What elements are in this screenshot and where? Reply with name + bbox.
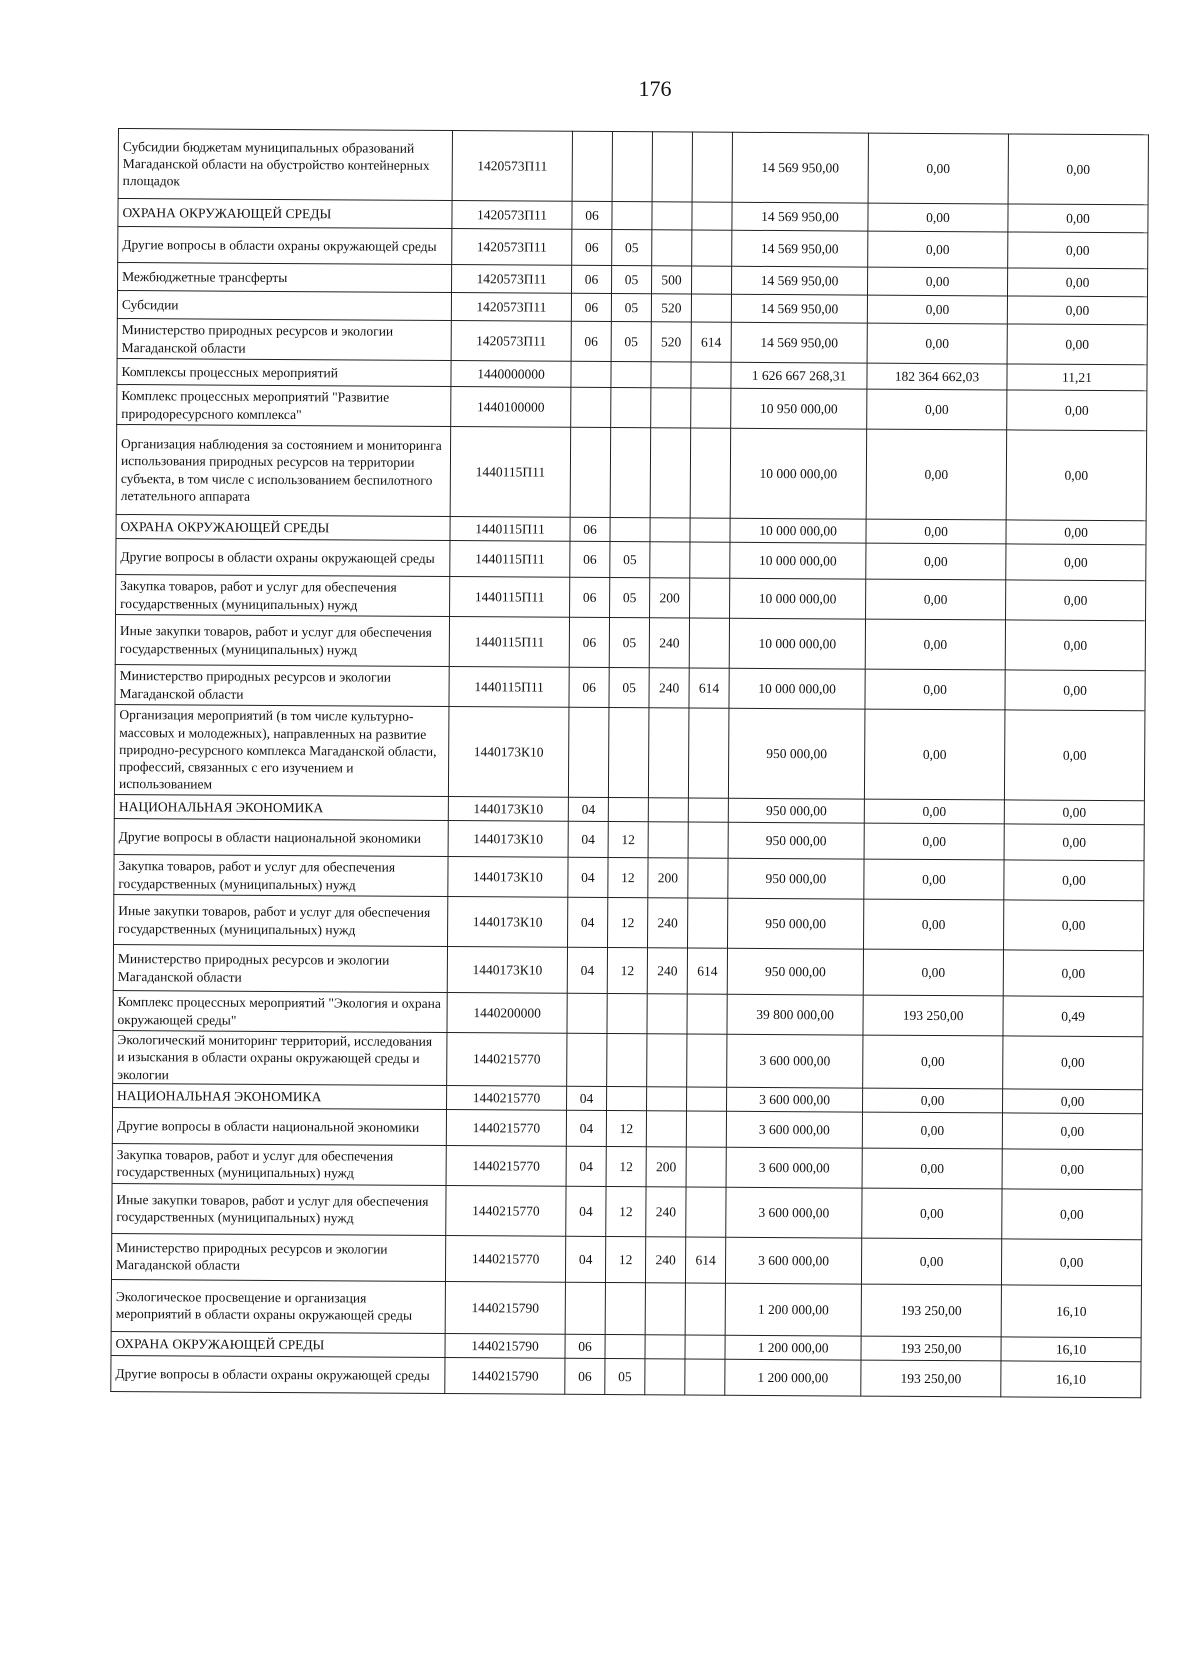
row-actual-amount: 0,00 <box>868 203 1008 232</box>
row-subsection: 05 <box>612 230 652 266</box>
row-name: Министерство природных ресурсов и экологии Магаданской области <box>117 318 451 360</box>
row-actual-amount: 0,00 <box>867 323 1007 364</box>
row-actual-amount: 0,00 <box>866 579 1006 620</box>
row-expense-type: 240 <box>648 898 688 948</box>
row-subsection: 05 <box>611 322 651 362</box>
row-subsection: 05 <box>610 542 650 578</box>
row-ministry-code <box>685 1335 725 1359</box>
row-actual-amount: 0,00 <box>862 1188 1002 1239</box>
row-section: 04 <box>568 857 608 897</box>
row-code: 1440173К10 <box>448 797 568 822</box>
row-ministry-code <box>685 1283 725 1335</box>
row-actual-amount: 0,00 <box>867 389 1007 430</box>
row-section <box>571 361 611 387</box>
row-expense-type: 240 <box>647 948 687 994</box>
row-section <box>572 131 612 201</box>
row-actual-amount: 0,00 <box>865 619 1005 670</box>
row-code: 1440115П11 <box>449 617 569 668</box>
row-section: 04 <box>566 1146 606 1186</box>
row-subsection: 12 <box>606 1186 646 1236</box>
row-actual-amount: 0,00 <box>867 295 1007 324</box>
row-actual-amount: 0,00 <box>862 1112 1002 1149</box>
row-percent: 0,00 <box>1005 620 1145 671</box>
row-section <box>568 707 609 797</box>
row-subsection <box>607 1086 647 1110</box>
row-expense-type <box>648 822 688 858</box>
row-code: 1440100000 <box>451 387 571 428</box>
row-expense-type <box>645 1359 685 1395</box>
table-row <box>116 424 1147 520</box>
row-subsection <box>612 132 652 202</box>
row-ministry-code <box>688 822 728 858</box>
table-row <box>116 538 1146 580</box>
row-section: 06 <box>570 577 610 617</box>
row-expense-type <box>651 388 691 428</box>
row-code: 1440215790 <box>445 1357 565 1394</box>
row-percent: 0,00 <box>1004 860 1144 901</box>
row-subsection: 05 <box>611 294 651 322</box>
row-section: 06 <box>569 667 609 707</box>
row-subsection <box>608 708 649 798</box>
row-plan-amount: 3 600 000,00 <box>726 1147 862 1188</box>
row-subsection <box>605 1334 645 1358</box>
table-body <box>111 129 1149 1398</box>
row-ministry-code <box>686 1147 726 1187</box>
row-plan-amount: 950 000,00 <box>728 822 864 859</box>
row-subsection: 12 <box>608 858 648 898</box>
row-expense-type: 520 <box>651 322 691 362</box>
row-subsection: 12 <box>606 1110 646 1146</box>
row-ministry-code <box>691 294 731 322</box>
row-ministry-code <box>691 362 731 388</box>
row-section <box>567 993 607 1033</box>
row-section: 04 <box>566 1186 606 1236</box>
row-plan-amount: 1 200 000,00 <box>725 1335 861 1360</box>
table-row <box>115 614 1145 670</box>
row-code: 1440173К10 <box>448 707 569 798</box>
row-section: 06 <box>570 541 610 577</box>
row-plan-amount: 3 600 000,00 <box>727 1087 863 1112</box>
row-actual-amount: 0,00 <box>865 669 1005 710</box>
row-name: Иные закупки товаров, работ и услуг для обеспечения государственных (муниципальных) нужд <box>115 614 449 666</box>
row-percent: 0,00 <box>1002 1189 1142 1240</box>
row-code: 1440215790 <box>445 1333 565 1358</box>
row-name: Другие вопросы в области охраны окружающей среды <box>116 538 450 576</box>
row-subsection <box>607 994 647 1034</box>
row-name: Организация мероприятий (в том числе культурно-массовых и молодежных), направленных на развитие природно-ресурсного комплекса Магаданской области, профессий, связанных с его изучением и использованием <box>114 704 449 796</box>
row-code: 1440215790 <box>445 1281 565 1334</box>
row-ministry-code <box>692 132 732 202</box>
row-expense-type: 200 <box>650 578 690 618</box>
row-percent: 0,00 <box>1007 390 1147 431</box>
row-code: 1420573П11 <box>452 229 572 266</box>
row-plan-amount: 10 000 000,00 <box>729 668 865 709</box>
row-plan-amount: 950 000,00 <box>727 948 863 995</box>
row-code: 1420573П11 <box>452 131 572 202</box>
row-section: 04 <box>566 1110 606 1146</box>
row-section <box>571 387 611 427</box>
row-code: 1440173К10 <box>448 897 568 948</box>
row-subsection: 05 <box>609 618 649 668</box>
row-ministry-code <box>688 898 728 948</box>
row-subsection: 12 <box>606 1146 646 1186</box>
row-subsection <box>610 428 651 518</box>
table-row <box>116 574 1146 620</box>
row-percent: 0,00 <box>1007 268 1147 297</box>
row-code: 1420573П11 <box>451 293 571 322</box>
row-ministry-code <box>687 994 727 1034</box>
row-section: 06 <box>565 1334 605 1358</box>
row-plan-amount: 3 600 000,00 <box>727 1034 863 1088</box>
row-ministry-code <box>687 1034 727 1087</box>
row-ministry-code <box>690 542 730 578</box>
row-ministry-code <box>687 1087 727 1111</box>
row-expense-type <box>645 1335 685 1359</box>
row-name: Министерство природных ресурсов и экологии Магаданской области <box>111 1233 445 1281</box>
row-plan-amount: 3 600 000,00 <box>726 1187 862 1238</box>
row-section: 04 <box>565 1236 605 1282</box>
row-actual-amount: 0,00 <box>868 231 1008 268</box>
row-percent: 0,00 <box>1006 544 1146 581</box>
row-plan-amount: 10 000 000,00 <box>730 542 866 579</box>
row-ministry-code <box>692 202 732 230</box>
row-plan-amount: 950 000,00 <box>728 858 864 899</box>
row-plan-amount: 950 000,00 <box>728 798 864 823</box>
row-actual-amount: 0,00 <box>864 799 1004 824</box>
row-expense-type: 240 <box>646 1187 686 1237</box>
row-actual-amount: 182 364 662,03 <box>867 363 1007 390</box>
row-plan-amount: 10 000 000,00 <box>730 428 867 519</box>
row-percent: 0,00 <box>1003 1036 1143 1090</box>
table-row <box>111 1233 1141 1285</box>
row-name: Иные закупки товаров, работ и услуг для обеспечения государственных (муниципальных) нужд <box>114 894 448 946</box>
row-percent: 0,00 <box>1006 580 1146 621</box>
row-actual-amount: 193 250,00 <box>863 995 1003 1036</box>
row-subsection <box>612 202 652 230</box>
row-plan-amount: 10 000 000,00 <box>730 578 866 619</box>
row-ministry-code: 614 <box>691 322 731 362</box>
row-actual-amount: 0,00 <box>863 899 1003 950</box>
row-section <box>565 1282 605 1334</box>
row-percent: 0,00 <box>1003 900 1143 951</box>
row-section <box>567 1033 607 1086</box>
row-code: 1440115П11 <box>450 541 570 578</box>
row-section: 04 <box>567 1086 607 1110</box>
table-row <box>112 1183 1142 1239</box>
row-plan-amount: 14 569 950,00 <box>732 230 868 267</box>
row-subsection <box>610 518 650 542</box>
row-name: Организация наблюдения за состоянием и мониторинга использования природных ресурсов на территории субъекта, в том числе с использованием беспилотного летательного аппарата <box>116 424 451 516</box>
row-subsection: 05 <box>611 266 651 294</box>
row-section: 04 <box>568 821 608 857</box>
row-percent: 0,00 <box>1001 1239 1141 1286</box>
table-row <box>112 1143 1142 1189</box>
row-ministry-code <box>691 388 731 428</box>
row-code: 1440200000 <box>447 993 567 1034</box>
row-name: Комплекс процессных мероприятий "Развитие природоресурсного комплекса" <box>117 384 451 426</box>
row-ministry-code <box>686 1111 726 1147</box>
row-name: Закупка товаров, работ и услуг для обеспечения государственных (муниципальных) нужд <box>112 1143 446 1185</box>
row-code: 1440115П11 <box>450 427 571 518</box>
row-expense-type <box>647 1087 687 1111</box>
row-percent: 0,00 <box>1004 710 1145 801</box>
row-plan-amount: 1 200 000,00 <box>725 1359 861 1396</box>
row-section: 06 <box>572 201 612 229</box>
row-ministry-code: 614 <box>685 1237 725 1283</box>
row-section: 06 <box>569 617 609 667</box>
row-ministry-code <box>690 578 730 618</box>
row-plan-amount: 1 626 667 268,31 <box>731 362 867 389</box>
row-section: 04 <box>568 797 608 821</box>
row-expense-type <box>652 202 692 230</box>
row-expense-type <box>652 230 692 266</box>
row-code: 1440115П11 <box>450 577 570 618</box>
row-percent: 0,00 <box>1004 824 1144 861</box>
row-subsection: 12 <box>605 1236 645 1282</box>
row-percent: 0,00 <box>1008 134 1148 205</box>
row-ministry-code: 614 <box>689 668 729 708</box>
row-section: 06 <box>572 229 612 265</box>
row-code: 1440000000 <box>451 361 571 388</box>
row-code: 1440115П11 <box>449 667 569 708</box>
row-actual-amount: 0,00 <box>864 823 1004 860</box>
row-percent: 0,00 <box>1003 1089 1143 1114</box>
row-subsection <box>605 1282 645 1334</box>
row-plan-amount: 950 000,00 <box>728 708 865 799</box>
table-row <box>111 1355 1141 1397</box>
row-actual-amount: 0,00 <box>864 859 1004 900</box>
row-section: 06 <box>571 293 611 321</box>
row-actual-amount: 0,00 <box>866 429 1007 520</box>
row-subsection <box>607 1034 647 1087</box>
row-actual-amount: 0,00 <box>862 1148 1002 1189</box>
row-ministry-code <box>688 708 729 798</box>
row-percent: 0,00 <box>1007 296 1147 325</box>
table-row <box>115 664 1145 710</box>
row-expense-type <box>646 1111 686 1147</box>
row-actual-amount: 0,00 <box>867 267 1007 296</box>
row-section: 06 <box>571 321 611 361</box>
row-ministry-code <box>688 858 728 898</box>
row-name: Субсидии бюджетам муниципальных образований Магаданской области на обустройство контейнерных площадок <box>118 129 452 201</box>
row-plan-amount: 10 000 000,00 <box>729 618 865 669</box>
row-subsection: 12 <box>608 898 648 948</box>
row-percent: 0,00 <box>1008 204 1148 233</box>
row-plan-amount: 10 950 000,00 <box>731 388 867 429</box>
row-plan-amount: 950 000,00 <box>728 898 864 949</box>
table-row <box>113 990 1143 1036</box>
row-expense-type <box>648 798 688 822</box>
row-plan-amount: 14 569 950,00 <box>732 202 868 231</box>
row-actual-amount: 0,00 <box>863 1035 1003 1089</box>
row-actual-amount: 193 250,00 <box>861 1284 1001 1337</box>
row-name: Комплекс процессных мероприятий "Экология и охрана окружающей среды" <box>113 990 447 1032</box>
row-actual-amount: 0,00 <box>863 1088 1003 1113</box>
table-row <box>113 1030 1143 1089</box>
row-name: Экологический мониторинг территорий, исследования и изыскания в области охраны окружающей среды и экологии <box>113 1030 447 1085</box>
row-expense-type: 500 <box>651 266 691 294</box>
row-subsection: 05 <box>610 578 650 618</box>
row-name: Министерство природных ресурсов и экологии Магаданской области <box>115 664 449 706</box>
row-actual-amount: 0,00 <box>868 133 1008 204</box>
row-actual-amount: 193 250,00 <box>861 1336 1001 1361</box>
row-expense-type: 200 <box>648 858 688 898</box>
row-expense-type: 240 <box>649 618 689 668</box>
row-section: 06 <box>571 265 611 293</box>
row-expense-type: 200 <box>646 1147 686 1187</box>
row-name: Закупка товаров, работ и услуг для обеспечения государственных (муниципальных) нужд <box>116 574 450 616</box>
row-actual-amount: 0,00 <box>861 1238 1001 1285</box>
row-ministry-code <box>685 1359 725 1395</box>
row-section <box>570 427 611 517</box>
row-ministry-code <box>689 618 729 668</box>
row-plan-amount: 3 600 000,00 <box>726 1111 862 1148</box>
row-percent: 16,10 <box>1001 1337 1141 1362</box>
row-subsection: 12 <box>608 822 648 858</box>
row-code: 1440215770 <box>446 1145 566 1186</box>
row-percent: 16,10 <box>1001 1361 1141 1398</box>
row-percent: 11,21 <box>1007 364 1147 391</box>
row-actual-amount: 193 250,00 <box>861 1360 1001 1397</box>
row-section: 04 <box>567 947 607 993</box>
row-name: Министерство природных ресурсов и экологии Магаданской области <box>113 944 447 992</box>
row-code: 1440173К10 <box>447 947 567 994</box>
row-code: 1440173К10 <box>448 857 568 898</box>
budget-table <box>110 128 1149 1398</box>
row-name: Межбюджетные трансферты <box>118 263 452 293</box>
row-plan-amount: 14 569 950,00 <box>731 322 867 363</box>
row-name: ОХРАНА ОКРУЖАЮЩЕЙ СРЕДЫ <box>118 199 452 229</box>
row-percent: 0,49 <box>1003 996 1143 1037</box>
row-ministry-code <box>691 266 731 294</box>
page-number: 176 <box>638 76 672 101</box>
row-subsection <box>611 362 651 388</box>
row-name: Другие вопросы в области охраны окружающей среды <box>111 1355 445 1393</box>
row-percent: 0,00 <box>1006 520 1146 545</box>
row-subsection: 05 <box>605 1358 645 1394</box>
row-expense-type <box>650 542 690 578</box>
row-actual-amount: 0,00 <box>866 519 1006 544</box>
row-actual-amount: 0,00 <box>863 949 1003 996</box>
row-plan-amount: 1 200 000,00 <box>725 1283 861 1336</box>
table-row <box>114 854 1144 900</box>
row-ministry-code <box>686 1187 726 1237</box>
table-row <box>113 944 1143 996</box>
row-name: Другие вопросы в области охраны окружающей среды <box>118 227 452 265</box>
row-section: 06 <box>565 1358 605 1394</box>
row-code: 1440115П11 <box>450 517 570 542</box>
table-row <box>118 227 1148 269</box>
row-expense-type <box>652 132 692 202</box>
row-plan-amount: 3 600 000,00 <box>725 1237 861 1284</box>
row-code: 1440173К10 <box>448 821 568 858</box>
row-plan-amount: 14 569 950,00 <box>731 294 867 323</box>
table-row <box>112 1107 1142 1149</box>
row-ministry-code <box>690 518 730 542</box>
row-expense-type <box>651 362 691 388</box>
row-code: 1440215770 <box>447 1085 567 1110</box>
row-percent: 16,10 <box>1001 1285 1141 1338</box>
row-code: 1420573П11 <box>452 265 572 294</box>
row-name: Другие вопросы в области национальной экономики <box>112 1107 446 1145</box>
row-name: Другие вопросы в области национальной экономики <box>114 818 448 856</box>
table-row <box>118 129 1148 205</box>
row-expense-type <box>647 994 687 1034</box>
row-percent: 0,00 <box>1003 950 1143 997</box>
row-expense-type <box>647 1034 687 1087</box>
row-plan-amount: 14 569 950,00 <box>732 132 868 203</box>
row-expense-type <box>650 428 691 518</box>
row-name: ОХРАНА ОКРУЖАЮЩЕЙ СРЕДЫ <box>111 1331 445 1357</box>
row-ministry-code <box>690 428 731 518</box>
row-name: Закупка товаров, работ и услуг для обеспечения государственных (муниципальных) нужд <box>114 854 448 896</box>
row-name: ОХРАНА ОКРУЖАЮЩЕЙ СРЕДЫ <box>116 514 450 540</box>
row-expense-type <box>650 518 690 542</box>
row-section: 04 <box>568 897 608 947</box>
row-subsection: 12 <box>607 948 647 994</box>
row-expense-type: 240 <box>645 1237 685 1283</box>
row-code: 1440215770 <box>447 1033 567 1087</box>
table-row <box>114 894 1144 950</box>
row-percent: 0,00 <box>1006 430 1147 521</box>
row-name: Экологическое просвещение и организация мероприятий в области охраны окружающей среды <box>111 1279 445 1333</box>
row-ministry-code <box>692 230 732 266</box>
row-plan-amount: 14 569 950,00 <box>731 266 867 295</box>
row-name: Комплексы процессных мероприятий <box>117 358 451 386</box>
row-code: 1440215770 <box>445 1235 565 1282</box>
row-percent: 0,00 <box>1007 324 1147 365</box>
row-name: НАЦИОНАЛЬНАЯ ЭКОНОМИКА <box>113 1083 447 1109</box>
row-subsection <box>611 388 651 428</box>
row-percent: 0,00 <box>1008 232 1148 269</box>
row-code: 1440215770 <box>446 1109 566 1146</box>
row-ministry-code: 614 <box>687 948 727 994</box>
row-section: 06 <box>570 517 610 541</box>
row-name: Иные закупки товаров, работ и услуг для обеспечения государственных (муниципальных) нужд <box>112 1183 446 1235</box>
table-row <box>117 318 1147 364</box>
row-code: 1420573П11 <box>452 201 572 230</box>
row-expense-type <box>645 1283 685 1335</box>
row-plan-amount: 10 000 000,00 <box>730 518 866 543</box>
row-subsection: 05 <box>609 668 649 708</box>
row-code: 1440215770 <box>446 1185 566 1236</box>
table-row <box>111 1279 1141 1337</box>
row-percent: 0,00 <box>1004 800 1144 825</box>
table-row <box>114 704 1145 800</box>
row-subsection <box>608 798 648 822</box>
row-name: НАЦИОНАЛЬНАЯ ЭКОНОМИКА <box>114 794 448 820</box>
row-percent: 0,00 <box>1002 1113 1142 1150</box>
row-expense-type <box>648 708 689 798</box>
row-expense-type: 240 <box>649 668 689 708</box>
table-row <box>117 384 1147 430</box>
row-code: 1420573П11 <box>451 321 571 362</box>
row-percent: 0,00 <box>1002 1149 1142 1190</box>
row-plan-amount: 39 800 000,00 <box>727 994 863 1035</box>
row-percent: 0,00 <box>1005 670 1145 711</box>
row-actual-amount: 0,00 <box>866 543 1006 580</box>
row-actual-amount: 0,00 <box>864 709 1005 800</box>
row-ministry-code <box>688 798 728 822</box>
row-expense-type: 520 <box>651 294 691 322</box>
row-name: Субсидии <box>117 291 451 321</box>
